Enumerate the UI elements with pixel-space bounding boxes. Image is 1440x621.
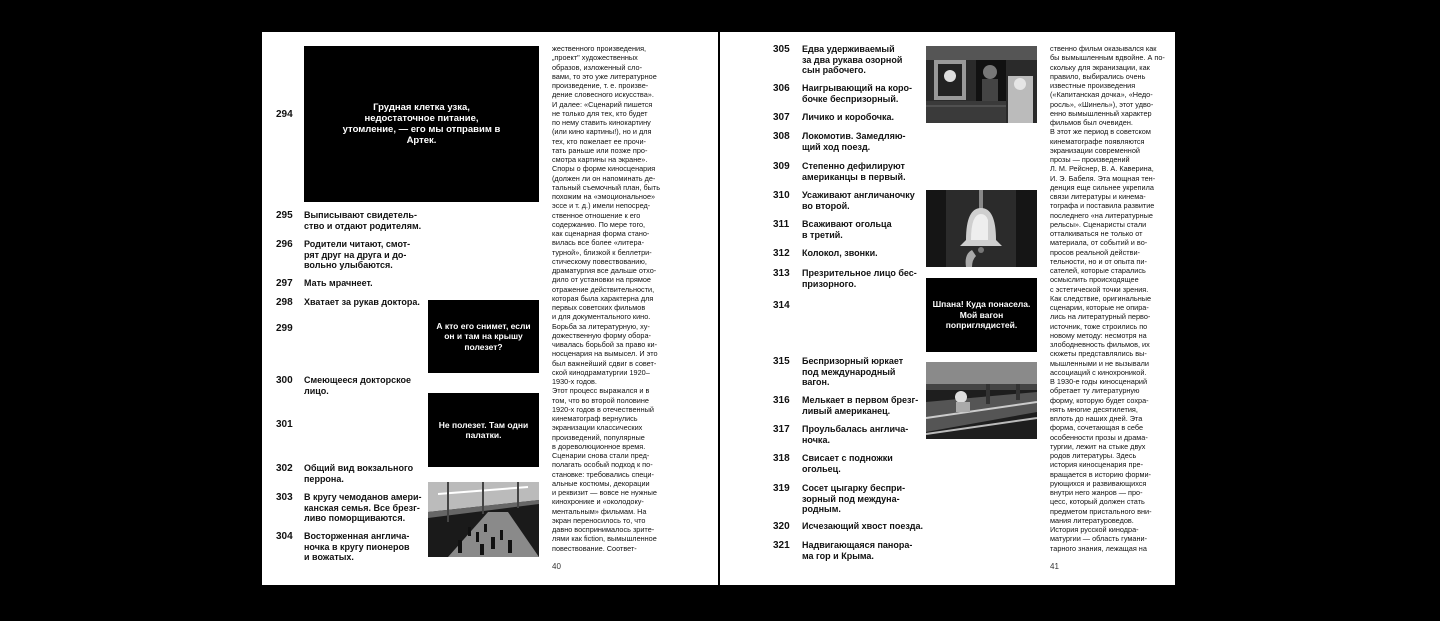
shot-description: Хватает за рукав доктора. [304, 297, 420, 307]
shot-description: Проульбалась англича- ночка. [802, 424, 909, 445]
shot-number: 308 [773, 131, 790, 142]
train-window-image [926, 46, 1037, 123]
shot-description: Степенно дефилируют американцы в первый. [802, 161, 906, 182]
shot-number: 306 [773, 83, 790, 94]
intertitle-314 [926, 278, 1037, 352]
shot-number: 310 [773, 190, 790, 201]
shot-description: Локомотив. Замедляю- щий ход поезд. [802, 131, 906, 152]
intertitle-text: Не полезет. Там одни палатки. [438, 419, 529, 440]
shot-description: Родители читают, смот- рят друг на друга и до- вольно улыбаются. [304, 239, 411, 270]
shot-description: Едва удерживаемый за два рукава озорной сын рабочего. [802, 44, 903, 75]
shot-description: Выписывают свидетель- ство и отдают родителям. [304, 210, 422, 231]
intertitle-text: Грудная клетка узка, недостаточное питание, утомление, — его мы отправим в Артек. [342, 102, 501, 146]
shot-description: Беспризорный юркает под международный вагон. [802, 356, 904, 387]
shot-description: Презрительное лицо бес- призорного. [802, 268, 917, 289]
shot-number: 307 [773, 112, 790, 123]
page-number: 41 [1050, 562, 1059, 571]
shot-number: 313 [773, 268, 790, 279]
intertitle-294 [304, 46, 539, 202]
shot-number: 315 [773, 356, 790, 367]
article-body-column: ственно фильм оказывался как бы вымышленным вдвойне. А по- скольку для экранизации, как правило, выбирались очень известные произведения («Капитанская дочка», «Недо- росль», «Шинель»), этот удво- енно вымышленный характер фильмов был очевиден. В этот же период в советском кинематографе появляются экранизации современной прозы — произведений Л. М. Рейснер, В. А. Каверина, И. Э. Бабеля. Эта мощная тен- денция еще сильнее укрепила связи литературы и кинема- тографа и поставила развитие последнего «на литературные рельсы». Сценаристы стали отталкиваться не только от материала, от событий и во- просов реальной действи- тельности, но и от опыта пи- сателей, которые старались осмыслить происходящее с эстетической точки зрения. Как следствие, оригинальные сценарии, которые не опира- лись на литературный перво- источник, тоже строились по новому методу: несмотря на злободневность фильмов, их сюжеты представлялись вы- мышленными и не вызывали ассоциаций с кинохроникой. В 1930-е годы киносценарий обретает ту литературную форму, которую будет сохра- нять многие десятилетия, вплоть до наших дней. Эта форма, сочетающая в себе особенности прозы и драма- тургии, лежит на стыке двух родов литературы. Здесь история киносценария пре- вращается в историю форми- рующихся и развивающихся внутри него жанров — про- цесс, который должен стать предметом пристального вни- мания литературоведов. История русской кинодра- матургии — область гумани- тарного знания, лежащая на [1050, 44, 1165, 553]
page-number: 40 [552, 562, 561, 571]
shot-description: Колокол, звонки. [802, 248, 878, 258]
intertitle-301 [428, 393, 539, 467]
right-page [720, 32, 1175, 585]
shot-number: 312 [773, 248, 790, 259]
shot-number: 294 [276, 109, 293, 120]
shot-number: 295 [276, 210, 293, 221]
shot-description: Сосет цыгарку беспри- зорный под междуна- родным. [802, 483, 906, 514]
shot-number: 301 [276, 419, 293, 430]
shot-number: 304 [276, 531, 293, 542]
shot-description: Наигрывающий на коро- бочке беспризорный. [802, 83, 913, 104]
left-page [262, 32, 718, 585]
shot-description: Восторженная англича- ночка в кругу пионеров и вожатых. [304, 531, 410, 562]
shot-number: 320 [773, 521, 790, 532]
shot-number: 302 [276, 463, 293, 474]
shot-number: 296 [276, 239, 293, 250]
shot-number: 311 [773, 219, 790, 230]
shot-number: 321 [773, 540, 790, 551]
shot-number: 303 [276, 492, 293, 503]
station-platform-image [428, 482, 539, 557]
intertitle-299 [428, 300, 539, 373]
shot-description: Смеющееся докторское лицо. [304, 375, 411, 396]
train-window-photo [926, 46, 1037, 123]
shot-number: 297 [276, 278, 293, 289]
shot-description: Личико и коробочка. [802, 112, 894, 122]
shot-number: 305 [773, 44, 790, 55]
shot-number: 299 [276, 323, 293, 334]
shot-description: Надвигающаяся панора- ма гор и Крыма. [802, 540, 913, 561]
shot-number: 309 [773, 161, 790, 172]
shot-description: Общий вид вокзального перрона. [304, 463, 414, 484]
bell-photo [926, 190, 1037, 267]
shot-description: Усаживают англичаночку во второй. [802, 190, 915, 211]
intertitle-text: А кто его снимет, если он и там на крышу полезет? [436, 320, 531, 352]
article-body-column: жественного произведения, „проект" художественных образов, изложенный сло- вами, то это уже литературное произведение, т. е. произве- дение словесного искусства». И далее: «Сценарий пишется не только для тех, кто будет по нему ставить кинокартину (или кино картины!), но и для тех, кто пожелает ее прочи- тать раньше или позже про- смотра картины на экране». Споры о форме киносценария (должен ли он напоминать де- тальный съемочный план, быть похожим на «эмоциональное» эссе и т. д.) имели непосред- ственное отношение к его содержанию. По мере того, как сценарная форма стано- вилась все более «литера- турной», близкой к беллетри- стическому повествованию, драматургия все дальше отхо- дило от установки на прямое отражение действительности, которая была характерна для первых советских фильмов и для документального кино. Борьба за литературную, ху- дожественную форму оборa- чивалась борьбой за право ки- носценария на вымысел. И это был важнейший сдвиг в совет- ской кинодраматургии 1920– 1930-х годов. Этот процесс выражался и в том, что во второй половине 1920-х годов в отечественный кинематограф вернулись экранизации классических произведений, популярные в дореволюционное время. Сценарии снова стали пред- полагать особый подход к по- становке: требовались специ- альные костюмы, декорации и реквизит — вовсе не нужные кинохронике и «околодоку- ментальным» фильмам. На экран переносилось то, что давно воспринималось зрите- лями как fiction, вымышленное повествование. Соответ- [552, 44, 661, 553]
shot-number: 298 [276, 297, 293, 308]
shot-number: 316 [773, 395, 790, 406]
shot-number: 317 [773, 424, 790, 435]
shot-description: Свисает с подножки огольец. [802, 453, 893, 474]
shot-number: 300 [276, 375, 293, 386]
shot-number: 314 [773, 300, 790, 311]
shot-description: Исчезающий хвост поезда. [802, 521, 924, 531]
station-platform-photo [428, 482, 539, 557]
shot-number: 319 [773, 483, 790, 494]
bell-image [926, 190, 1037, 267]
intertitle-text: Шпана! Куда понасела. Мой вагон поприглядистей. [932, 299, 1031, 331]
under-wagon-image [926, 362, 1037, 439]
shot-description: В кругу чемоданов амери- канская семья. Все брезг- ливо поморщиваются. [304, 492, 422, 523]
shot-description: Мелькает в первом брезг- ливый американец. [802, 395, 919, 416]
shot-number: 318 [773, 453, 790, 464]
shot-description: Всаживают огольца в третий. [802, 219, 892, 240]
shot-description: Мать мрачнеет. [304, 278, 373, 288]
under-wagon-photo [926, 362, 1037, 439]
